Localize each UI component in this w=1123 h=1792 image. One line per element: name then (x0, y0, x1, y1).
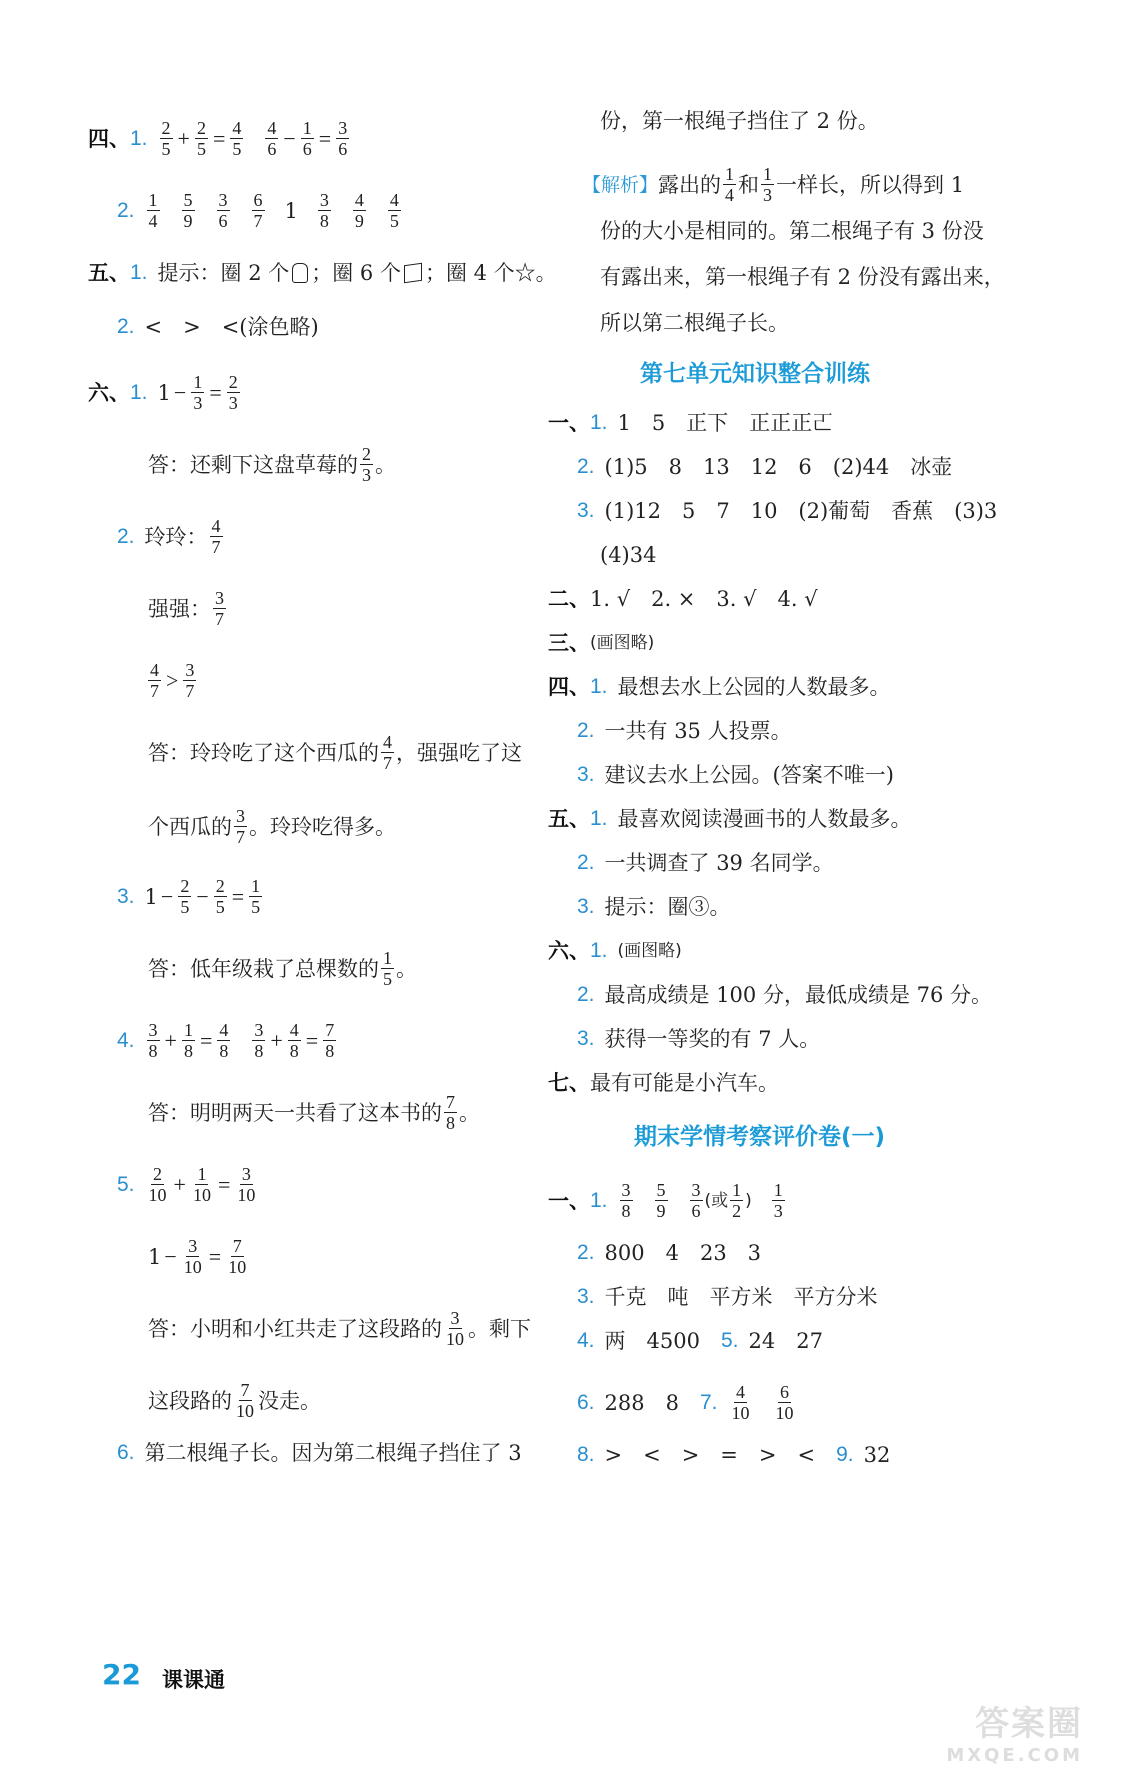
analysis-line-4 (600, 308, 789, 338)
question-number: 1. (130, 261, 148, 284)
question-number: 1. (590, 939, 608, 962)
answer-text: 答：明明两天一共看了这本书的 (148, 1100, 442, 1125)
s6-q5-b: 1 − $\frac{3}{10}$ = $\frac{7}{10}$ (148, 1236, 247, 1277)
u7-s5-q2 (577, 848, 834, 878)
answer-text: > < > = > < (604, 1443, 837, 1467)
answer-text: 288 8 (604, 1390, 700, 1415)
answer-text: 露出的 (658, 172, 722, 197)
s6-a1: 答：还剩下这盘草莓的 $\frac{2}{3}$ 。 (148, 444, 396, 485)
answer-text: 24 27 (748, 1329, 823, 1353)
u7-s1-q1 (548, 408, 833, 438)
answer-text: 答：还剩下这盘草莓的 (148, 452, 358, 477)
answer-text: 和 (738, 172, 760, 197)
question-number: 2. (577, 455, 595, 478)
s6-a3: 答：低年级栽了总棵数的 $\frac{1}{5}$ 。 (148, 948, 417, 989)
section-label: 三、 (548, 630, 590, 655)
answer-text: 强强： (148, 596, 211, 621)
answer-text: 。 (459, 1100, 480, 1125)
answer-text: (1)5 8 13 12 6 (2)44 冰壶 (604, 455, 953, 479)
s6-a2: 答：玲玲吃了这个西瓜的 $\frac{4}{7}$ ，强强吃了这 (148, 732, 522, 773)
u7-s5-q1 (548, 804, 912, 834)
watermark-logo-text: 答案圈 (975, 1704, 1083, 1744)
section-label: 四、 (548, 674, 590, 699)
question-number: 1. (590, 1188, 608, 1212)
s6-q2: 2. 玲玲： $\frac{4}{7}$ (117, 516, 221, 557)
final-q2 (577, 1238, 761, 1268)
answer-text: (画图略) (617, 941, 682, 961)
question-number: 3. (117, 884, 135, 908)
u7-s4-q2 (577, 716, 792, 746)
question-number: 2. (117, 524, 135, 548)
question-number: 1. (130, 126, 148, 150)
answer-text: (4)34 (600, 543, 657, 567)
question-number: 2. (577, 719, 595, 742)
answer-text: ；圈 6 个 (311, 261, 401, 285)
u7-s1-q3 (577, 496, 997, 526)
answer-text: 答：玲玲吃了这个西瓜的 (148, 740, 379, 765)
analysis-tag: 【解析】 (582, 173, 659, 196)
answer-text: 。 (396, 956, 417, 981)
question-number: 3. (577, 895, 595, 918)
answer-text: 最高成绩是 100 分，最低成绩是 76 分。 (604, 983, 993, 1007)
u7-s3 (548, 628, 654, 658)
question-number: 3. (577, 499, 595, 522)
final-q1: 一、 1. $\frac{3}{8}$ $\frac{5}{9}$ $\frac{3}{6}$ (或 $\frac{1}{2}$ ) $\frac{1}{3}$ (548, 1180, 783, 1221)
answer-text: 一共有 35 人投票。 (604, 719, 792, 743)
u7-s6-q2 (577, 980, 992, 1010)
s4-q2: 2. $\frac{1}{4}$ $\frac{5}{9}$ $\frac{3}{6}$ $\frac{6}{7}$ 1 $\frac{3}{8}$ $\frac{4}{9}$ $\frac{4}{5}$ (117, 190, 399, 231)
s6-a4: 答：明明两天一共看了这本书的 $\frac{7}{8}$ 。 (148, 1092, 480, 1133)
s6-q4: 4. $\frac{3}{8}$ + $\frac{1}{8}$ = $\frac{4}{8}$ $\frac{3}{8}$ + $\frac{4}{8}$ = $\frac{7}{8}$ (117, 1020, 335, 1061)
answer-text: 个西瓜的 (148, 814, 232, 839)
section-label: 六、 (548, 938, 590, 963)
question-number: 5. (117, 1172, 135, 1196)
s5-q2 (117, 312, 319, 342)
answer-text: ) (745, 1190, 752, 1211)
question-number: 7. (699, 1390, 718, 1414)
answer-text: 最有可能是小汽车。 (590, 1071, 779, 1095)
answer-text: 份的大小是相同的。第二根绳子有 3 份没 (600, 219, 984, 243)
question-number: 3. (577, 763, 595, 786)
section-label: 四、 (88, 125, 130, 151)
question-number: 8. (577, 1443, 595, 1466)
s6-q2-compare: $\frac{4}{7}$ > $\frac{3}{7}$ (150, 660, 195, 701)
u7-s1-q2 (577, 452, 952, 482)
final-q8-q9 (577, 1440, 890, 1470)
unit7-heading: 第七单元知识整合训练 (640, 361, 870, 387)
fraction: $\frac{2}{5}$ (161, 118, 171, 159)
question-number: 2. (117, 198, 135, 222)
u7-s7 (548, 1068, 779, 1098)
u7-s5-q3 (577, 892, 731, 922)
answer-text: 。玲玲吃得多。 (249, 814, 396, 839)
brand-name: 课课通 (162, 1668, 225, 1692)
answer-text: 最喜欢阅读漫画书的人数最多。 (617, 807, 912, 831)
s6-a2-cont: 个西瓜的 $\frac{3}{7}$ 。玲玲吃得多。 (148, 806, 396, 847)
answer-text: 。 (375, 452, 396, 477)
watermark-url: MXQE.COM (946, 1745, 1083, 1766)
answer-text: 1 5 正下 正正正𠀀 (617, 411, 834, 435)
question-number: 2. (577, 983, 595, 1006)
cont-line (600, 106, 879, 136)
s6-q1: 六、 1. 1 − $\frac{1}{3}$ = $\frac{2}{3}$ (88, 372, 238, 413)
question-number: 2. (117, 315, 135, 338)
answer-text: 份，第一根绳子挡住了 2 份。 (600, 109, 879, 133)
answer-text: 这段路的 (148, 1388, 232, 1413)
answer-text: 800 4 23 3 (604, 1241, 762, 1265)
section-label: 六、 (88, 379, 130, 405)
answer-text: 第二根绳子长。因为第二根绳子挡住了 3 (144, 1441, 522, 1465)
page-number: 22 (102, 1658, 141, 1691)
watermark (946, 1696, 1083, 1766)
s6-q6 (117, 1438, 522, 1468)
answer-text: 玲玲： (144, 524, 208, 549)
question-number: 1. (590, 675, 608, 698)
answer-text: 提示：圈 2 个 (157, 261, 290, 285)
question-number: 9. (836, 1443, 854, 1466)
s6-q3: 3. 1 − $\frac{2}{5}$ − $\frac{2}{5}$ = $\frac{1}{5}$ (117, 876, 261, 917)
question-number: 4. (577, 1329, 595, 1352)
answer-text: 获得一等奖的有 7 人。 (604, 1027, 821, 1051)
answer-text: (画图略) (590, 633, 655, 653)
answer-text: ；圈 4 个☆。 (424, 261, 557, 285)
section-label: 二、 (548, 586, 590, 611)
question-number: 5. (720, 1329, 739, 1352)
answer-text: 没走。 (258, 1388, 321, 1413)
question-number: 6. (117, 1441, 135, 1464)
question-number: 1. (130, 380, 148, 404)
final-q4-q5 (577, 1326, 823, 1356)
answer-text: (1)12 5 7 10 (2)葡萄 香蕉 (3)3 (604, 499, 998, 523)
question-number: 3. (577, 1285, 595, 1308)
answer-text: 建议去水上公园。(答案不唯一) (604, 763, 894, 787)
answer-text: 32 (863, 1443, 891, 1467)
question-number: 4. (117, 1028, 135, 1052)
s6-a5: 答：小明和小红共走了这段路的 $\frac{3}{10}$ 。剩下 (148, 1308, 531, 1349)
analysis-line-2 (600, 216, 984, 246)
u7-s4-q3 (577, 760, 894, 790)
u7-s2 (548, 584, 818, 614)
s6-a5-cont: 这段路的 $\frac{7}{10}$ 没走。 (148, 1380, 321, 1421)
final-exam-heading: 期末学情考察评价卷(一) (634, 1124, 886, 1150)
section-label: 一、 (548, 1187, 590, 1213)
answer-text: 答：低年级栽了总棵数的 (148, 956, 379, 981)
answer-text: 有露出来，第一根绳子有 2 份没有露出来， (600, 265, 1005, 289)
answer-text: 一共调查了 39 名同学。 (604, 851, 834, 875)
question-number: 2. (577, 1241, 595, 1264)
question-number: 2. (577, 851, 595, 874)
s6-q5: 5. $\frac{2}{10}$ + $\frac{1}{10}$ = $\frac{3}{10}$ (117, 1164, 256, 1205)
question-number: 3. (577, 1027, 595, 1050)
section-label: 五、 (548, 806, 590, 831)
cube-icon (404, 263, 422, 284)
final-q6-q7: 6. 288 8 7. $\frac{4}{10}$ $\frac{6}{10}$ (577, 1382, 794, 1423)
answer-text: 1. √ 2. × 3. √ 4. √ (590, 587, 818, 611)
answer-text: 答：小明和小红共走了这段路的 (148, 1316, 442, 1341)
answer-text: < > <(涂色略) (144, 315, 319, 339)
answer-text: 最想去水上公园的人数最多。 (617, 675, 891, 699)
analysis-line-3 (600, 262, 1005, 292)
answer-text: 。剩下 (468, 1316, 531, 1341)
answer-text: 两 4500 (604, 1329, 721, 1353)
answer-text: 一样长，所以得到 1 (776, 172, 965, 197)
u7-s4-q1 (548, 672, 891, 702)
answer-text: 千克 吨 平方米 平方分米 (604, 1285, 878, 1309)
u7-s6-q1 (548, 936, 682, 966)
question-number: 1. (590, 807, 608, 830)
s5-q1 (88, 258, 557, 288)
u7-s1-q3-cont (600, 540, 656, 570)
s6-q2-qiang: 强强： $\frac{3}{7}$ (148, 588, 224, 629)
answer-text: 所以第二根绳子长。 (600, 311, 789, 335)
final-q3 (577, 1282, 878, 1312)
analysis-line-1: 【解析】 露出的 $\frac{1}{4}$ 和 $\frac{1}{3}$ 一样长，所以得到 1 (582, 164, 965, 205)
question-number: 1. (590, 411, 608, 434)
section-label: 五、 (88, 260, 130, 285)
section-label: 七、 (548, 1070, 590, 1095)
section-label: 一、 (548, 410, 590, 435)
question-number: 6. (577, 1390, 595, 1414)
cylinder-icon (292, 263, 308, 283)
answer-text: (或 (704, 1190, 729, 1211)
answer-text: 提示：圈③。 (604, 895, 731, 919)
u7-s6-q3 (577, 1024, 820, 1054)
answer-text: ，强强吃了这 (396, 740, 522, 765)
s4-q1: 四、 1. $\frac{2}{5}$ + $\frac{2}{5}$ = $\frac{4}{5}$ $\frac{4}{6}$ − $\frac{1}{6}$ = $\frac{3}{6}$ (88, 118, 348, 159)
